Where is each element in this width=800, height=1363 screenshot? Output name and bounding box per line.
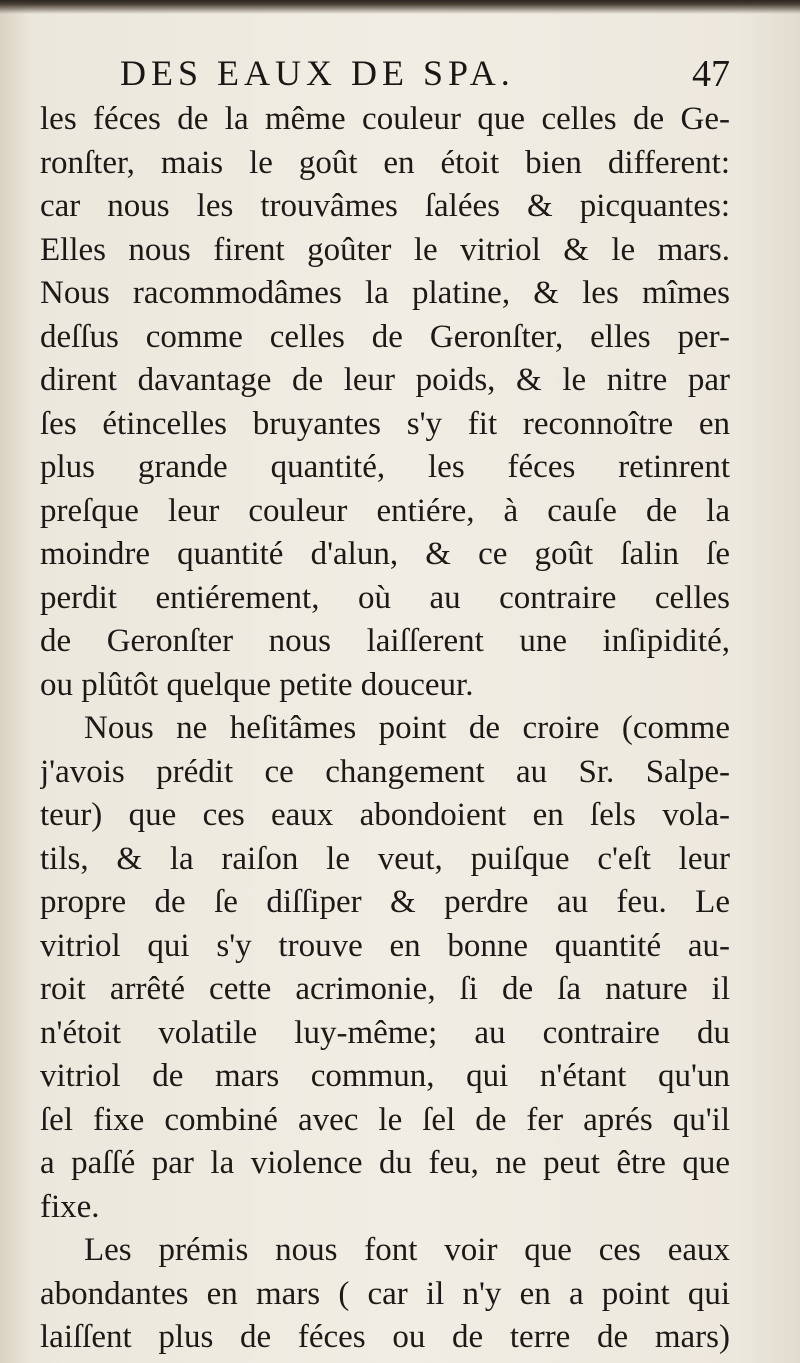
text-line: j'avois prédit ce changement au Sr. Salpe- bbox=[40, 753, 730, 790]
text-line: Elles nous firent goûter le vitriol & le mars. bbox=[40, 231, 730, 268]
text-line: a paſſé par la violence du feu, ne peut être que bbox=[40, 1145, 730, 1181]
text-line: moindre quantité d'alun, & ce goût ſalin ſe bbox=[40, 536, 730, 572]
text-line: laiſſent plus de féces ou de terre de mars) bbox=[40, 1319, 730, 1355]
text-line: preſque leur couleur entiére, à cauſe de la bbox=[40, 492, 730, 529]
paragraph bbox=[40, 98, 730, 707]
text-line: de Geronſter nous laiſſerent une inſipidité, bbox=[40, 623, 730, 659]
text-line: Les prémis nous font voir que ces eaux bbox=[84, 1232, 730, 1268]
page-edge-shadow bbox=[0, 0, 800, 14]
page-number: 47 bbox=[692, 53, 730, 95]
text-line: propre de ſe diſſiper & perdre au feu. Le bbox=[40, 884, 730, 920]
text-line: n'étoit volatile luy-même; au contraire du bbox=[40, 1014, 730, 1051]
text-line: ſel fixe combiné avec le ſel de fer aprés qu'il bbox=[40, 1101, 730, 1138]
text-line: ronſter, mais le goût en étoit bien different: bbox=[40, 144, 730, 181]
body-text bbox=[40, 98, 730, 1360]
text-line: vitriol qui s'y trouve en bonne quantité au- bbox=[40, 927, 730, 964]
text-line: teur) que ces eaux abondoient en ſels vola- bbox=[40, 797, 730, 833]
text-line: vitriol de mars commun, qui n'étant qu'un bbox=[40, 1058, 730, 1094]
text-line: Nous racommodâmes la platine, & les mîmes bbox=[40, 275, 730, 311]
text-line: Nous ne heſitâmes point de croire (comme bbox=[84, 710, 730, 746]
text-line: tils, & la raiſon le veut, puiſque c'eſt leur bbox=[40, 840, 730, 877]
text-line: abondantes en mars ( car il n'y en a point qui bbox=[40, 1275, 730, 1312]
paragraph bbox=[40, 1229, 730, 1360]
text-line: deſſus comme celles de Geronſter, elles per- bbox=[40, 318, 730, 355]
text-line: fixe. bbox=[40, 1188, 100, 1225]
text-line: perdit entiérement, où au contraire celles bbox=[40, 579, 730, 616]
text-line: roit arrêté cette acrimonie, ſi de ſa nature il bbox=[40, 971, 730, 1007]
text-line: plus grande quantité, les féces retinrent bbox=[40, 449, 730, 485]
text-line: dirent davantage de leur poids, & le nitre par bbox=[40, 362, 730, 398]
paragraph bbox=[40, 707, 730, 1229]
text-line: ou plûtôt quelque petite douceur. bbox=[40, 666, 474, 703]
text-line: car nous les trouvâmes ſalées & picquantes: bbox=[40, 188, 730, 224]
text-line: ſes étincelles bruyantes s'y fit reconnoître en bbox=[40, 405, 730, 442]
running-head: DES EAUX DE SPA. bbox=[120, 53, 515, 93]
text-line: les féces de la même couleur que celles de Ge- bbox=[40, 101, 730, 137]
